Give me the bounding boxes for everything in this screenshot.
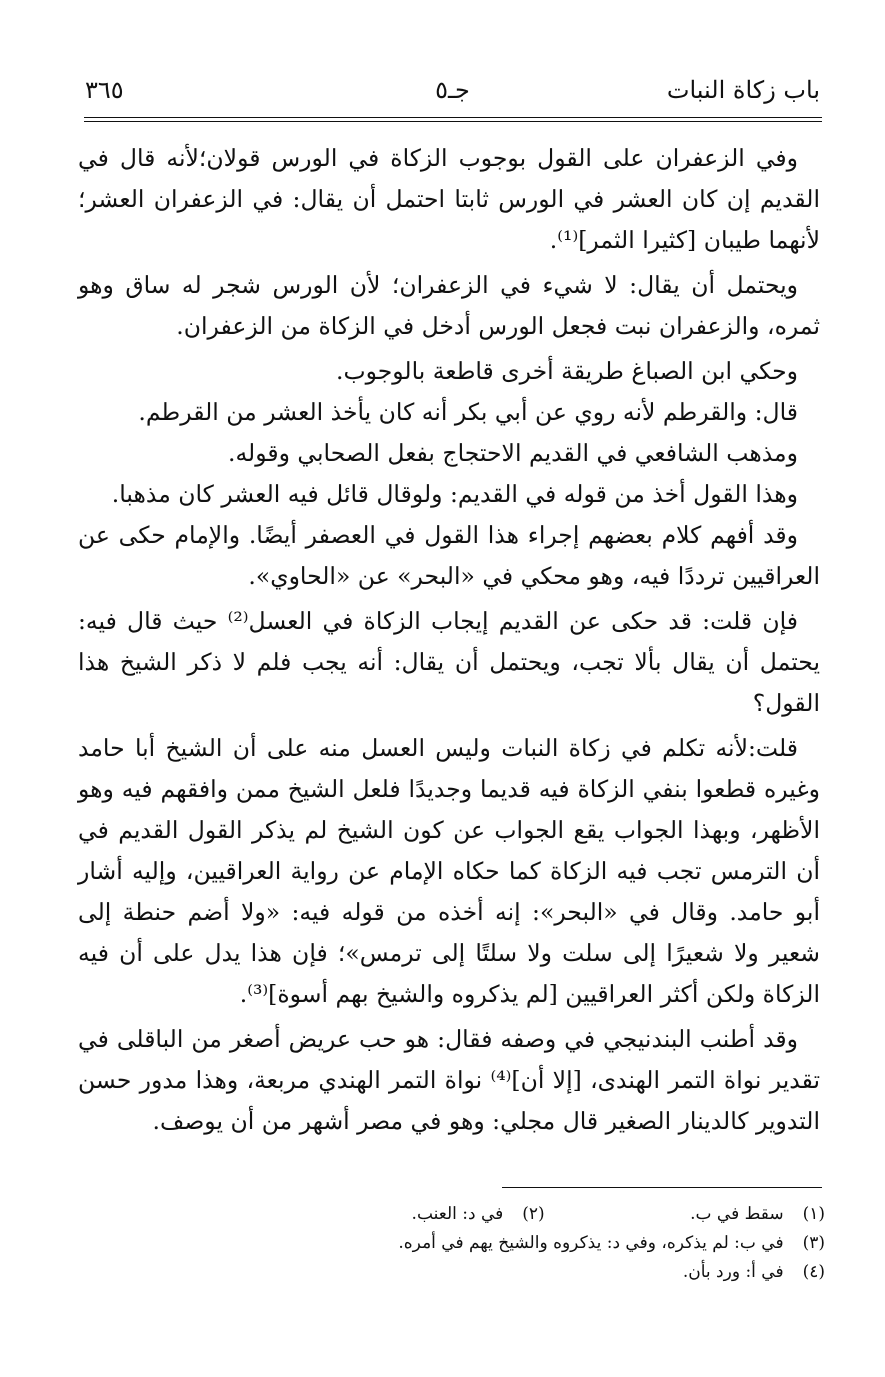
- footnote-number: (٣): [802, 1233, 825, 1253]
- paragraph: وحكي ابن الصباغ طريقة أخرى قاطعة بالوجوب.: [336, 357, 798, 385]
- paragraph: ويحتمل أن يقال: لا شيء في الزعفران؛ لأن الورس شجر له ساق وهو ثمره، والزعفران نبت فجعل الورس أدخل في الزكاة من الزعفران.: [78, 271, 820, 340]
- footnote-text: سقط في ب.: [690, 1204, 784, 1224]
- footnote-number: (١): [802, 1204, 825, 1224]
- footnote-line: [85, 1230, 825, 1256]
- chapter-title: باب زكاة النبات: [666, 76, 820, 104]
- paragraph: وفي الزعفران على القول بوجوب الزكاة في الورس قولان؛لأنه قال في القديم إن كان العشر في الورس ثابتا احتمل أن يقال: في الزعفران العشر؛ لأنهما طيبان [كثيرا الثمر]⁽¹⁾.: [78, 144, 820, 254]
- footnote-line: [85, 1259, 825, 1285]
- footnote-text: في أ: ورد بأن.: [682, 1262, 784, 1282]
- paragraph: وقد أفهم كلام بعضهم إجراء هذا القول في العصفر أيضًا. والإمام حكى عن العراقيين ترددًا فيه، وهو محكي في «البحر» عن «الحاوي».: [78, 521, 820, 590]
- footnote-line: [85, 1201, 825, 1227]
- footnote-separator: [502, 1187, 822, 1188]
- footnote-number: (٢): [522, 1204, 545, 1224]
- paragraph: وقد أطنب البندنيجي في وصفه فقال: هو حب عريض أصغر من الباقلى في تقدير نواة التمر الهندى، [إلا أن]⁽⁴⁾ نواة التمر الهندي مربعة، وهذا مدور حسن التدوير كالدينار الصغير قال مجلي: وهو في مصر أشهر من أن يوصف.: [78, 1025, 820, 1135]
- paragraph: ومذهب الشافعي في القديم الاحتجاج بفعل الصحابي وقوله.: [227, 439, 798, 467]
- page-number: ٣٦٥: [85, 76, 124, 104]
- footnote-second: [412, 1201, 545, 1227]
- header-rule-thin: [84, 121, 822, 122]
- footnote-text: في د: العنب.: [411, 1204, 504, 1224]
- paragraph: قال: والقرطم لأنه روي عن أبي بكر أنه كان يأخذ العشر من القرطم.: [138, 398, 798, 426]
- footnote-text: في ب: لم يذكره، وفي د: يذكروه والشيخ يهم في أمره.: [398, 1233, 784, 1253]
- main-text: [78, 138, 820, 1146]
- page-header: [85, 68, 820, 110]
- footnote-number: (٤): [802, 1262, 825, 1282]
- paragraph: فإن قلت: قد حكى عن القديم إيجاب الزكاة في العسل⁽²⁾ حيث قال فيه: يحتمل أن يقال بألا تجب، ويحتمل أن يقال: أنه يجب فلم لا ذكر الشيخ هذا القول؟: [78, 607, 820, 717]
- paragraph: وهذا القول أخذ من قوله في القديم: ولوقال قائل فيه العشر كان مذهبا.: [111, 480, 798, 508]
- paragraph: قلت:لأنه تكلم في زكاة النبات وليس العسل منه على أن الشيخ أبا حامد وغيره قطعوا بنفي الزكاة فيه قديما وجديدًا فلعل الشيخ ممن وافقهم فيه وهو الأظهر، وبهذا الجواب يقع الجواب عن كون الشيخ لم يذكر القول القديم في أن الترمس تجب فيه الزكاة كما حكاه الإمام عن رواية العراقيين، وإليه أشار أبو حامد. وقال في «البحر»: إنه أخذه من قوله فيه: «ولا أضم حنطة إلى شعير ولا شعيرًا إلى سلت ولا سلتًا إلى ترمس»؛ فإن هذا يدل على أن فيه الزكاة ولكن أكثر العراقيين [لم يذكروه والشيخ بهم أسوة]⁽³⁾.: [78, 734, 820, 1008]
- volume-label: جـ٥: [435, 76, 470, 104]
- header-rule-thick: [84, 117, 822, 118]
